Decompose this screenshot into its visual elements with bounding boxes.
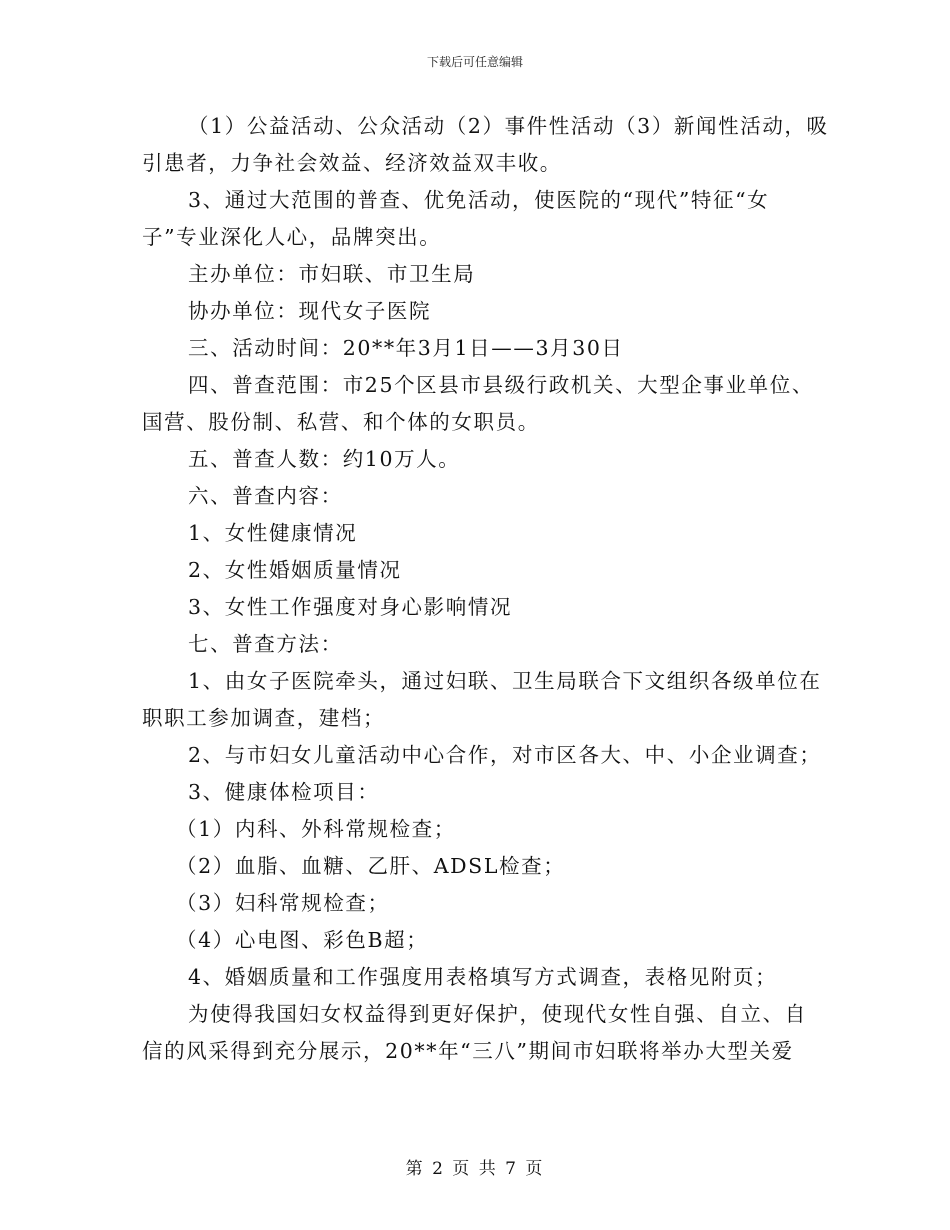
body-line: 五、普查人数：约10万人。 (188, 447, 461, 471)
body-line: 七、普查方法： (188, 632, 343, 656)
body-line: 1、由女子医院牵头，通过妇联、卫生局联合下文组织各级单位在 (188, 669, 822, 693)
body-line: （1）公益活动、公众活动（2）事件性活动（3）新闻性活动，吸 (188, 114, 829, 138)
body-line: （3）妇科常规检查； (176, 891, 390, 915)
body-line: 信的风采得到充分展示，20**年“三八”期间市妇联将举办大型关爱 (142, 1039, 794, 1063)
body-line: 2、与市妇女儿童活动中心合作，对市区各大、中、小企业调查； (188, 743, 822, 767)
body-line: 1、女性健康情况 (188, 521, 358, 545)
body-line: 主办单位：市妇联、市卫生局 (188, 262, 476, 286)
body-line: 协办单位：现代女子医院 (188, 299, 432, 323)
body-line: 3、健康体检项目： (188, 780, 380, 804)
body-line: 4、婚姻质量和工作强度用表格填写方式调查，表格见附页； (188, 965, 778, 989)
document-body (142, 108, 829, 1070)
body-line: 3、女性工作强度对身心影响情况 (188, 595, 513, 619)
body-line: 2、女性婚姻质量情况 (188, 558, 402, 582)
body-line: 引患者，力争社会效益、经济效益双丰收。 (142, 151, 562, 175)
body-line: 三、活动时间：20**年3月1日——3月30日 (188, 336, 624, 360)
body-line: （4）心电图、彩色B超； (176, 928, 429, 952)
page-number: 第 2 页 共 7 页 (405, 1159, 545, 1179)
body-line: （2）血脂、血糖、乙肝、ADSL检查； (176, 854, 566, 878)
page-header-note: 下载后可任意编辑 (426, 55, 523, 69)
body-line: （1）内科、外科常规检查； (176, 817, 456, 841)
body-line: 六、普查内容： (188, 484, 343, 508)
body-line: 3、通过大范围的普查、优免活动，使医院的“现代”特征“女 (188, 188, 770, 212)
body-line: 职职工参加调查，建档； (142, 706, 386, 730)
body-line: 国营、股份制、私营、和个体的女职员。 (142, 410, 540, 434)
body-line: 为使得我国妇女权益得到更好保护，使现代女性自强、自立、自 (188, 1002, 807, 1026)
body-line: 子”专业深化人心，品牌突出。 (142, 225, 442, 249)
body-line: 四、普查范围：市25个区县市县级行政机关、大型企事业单位、 (188, 373, 814, 397)
